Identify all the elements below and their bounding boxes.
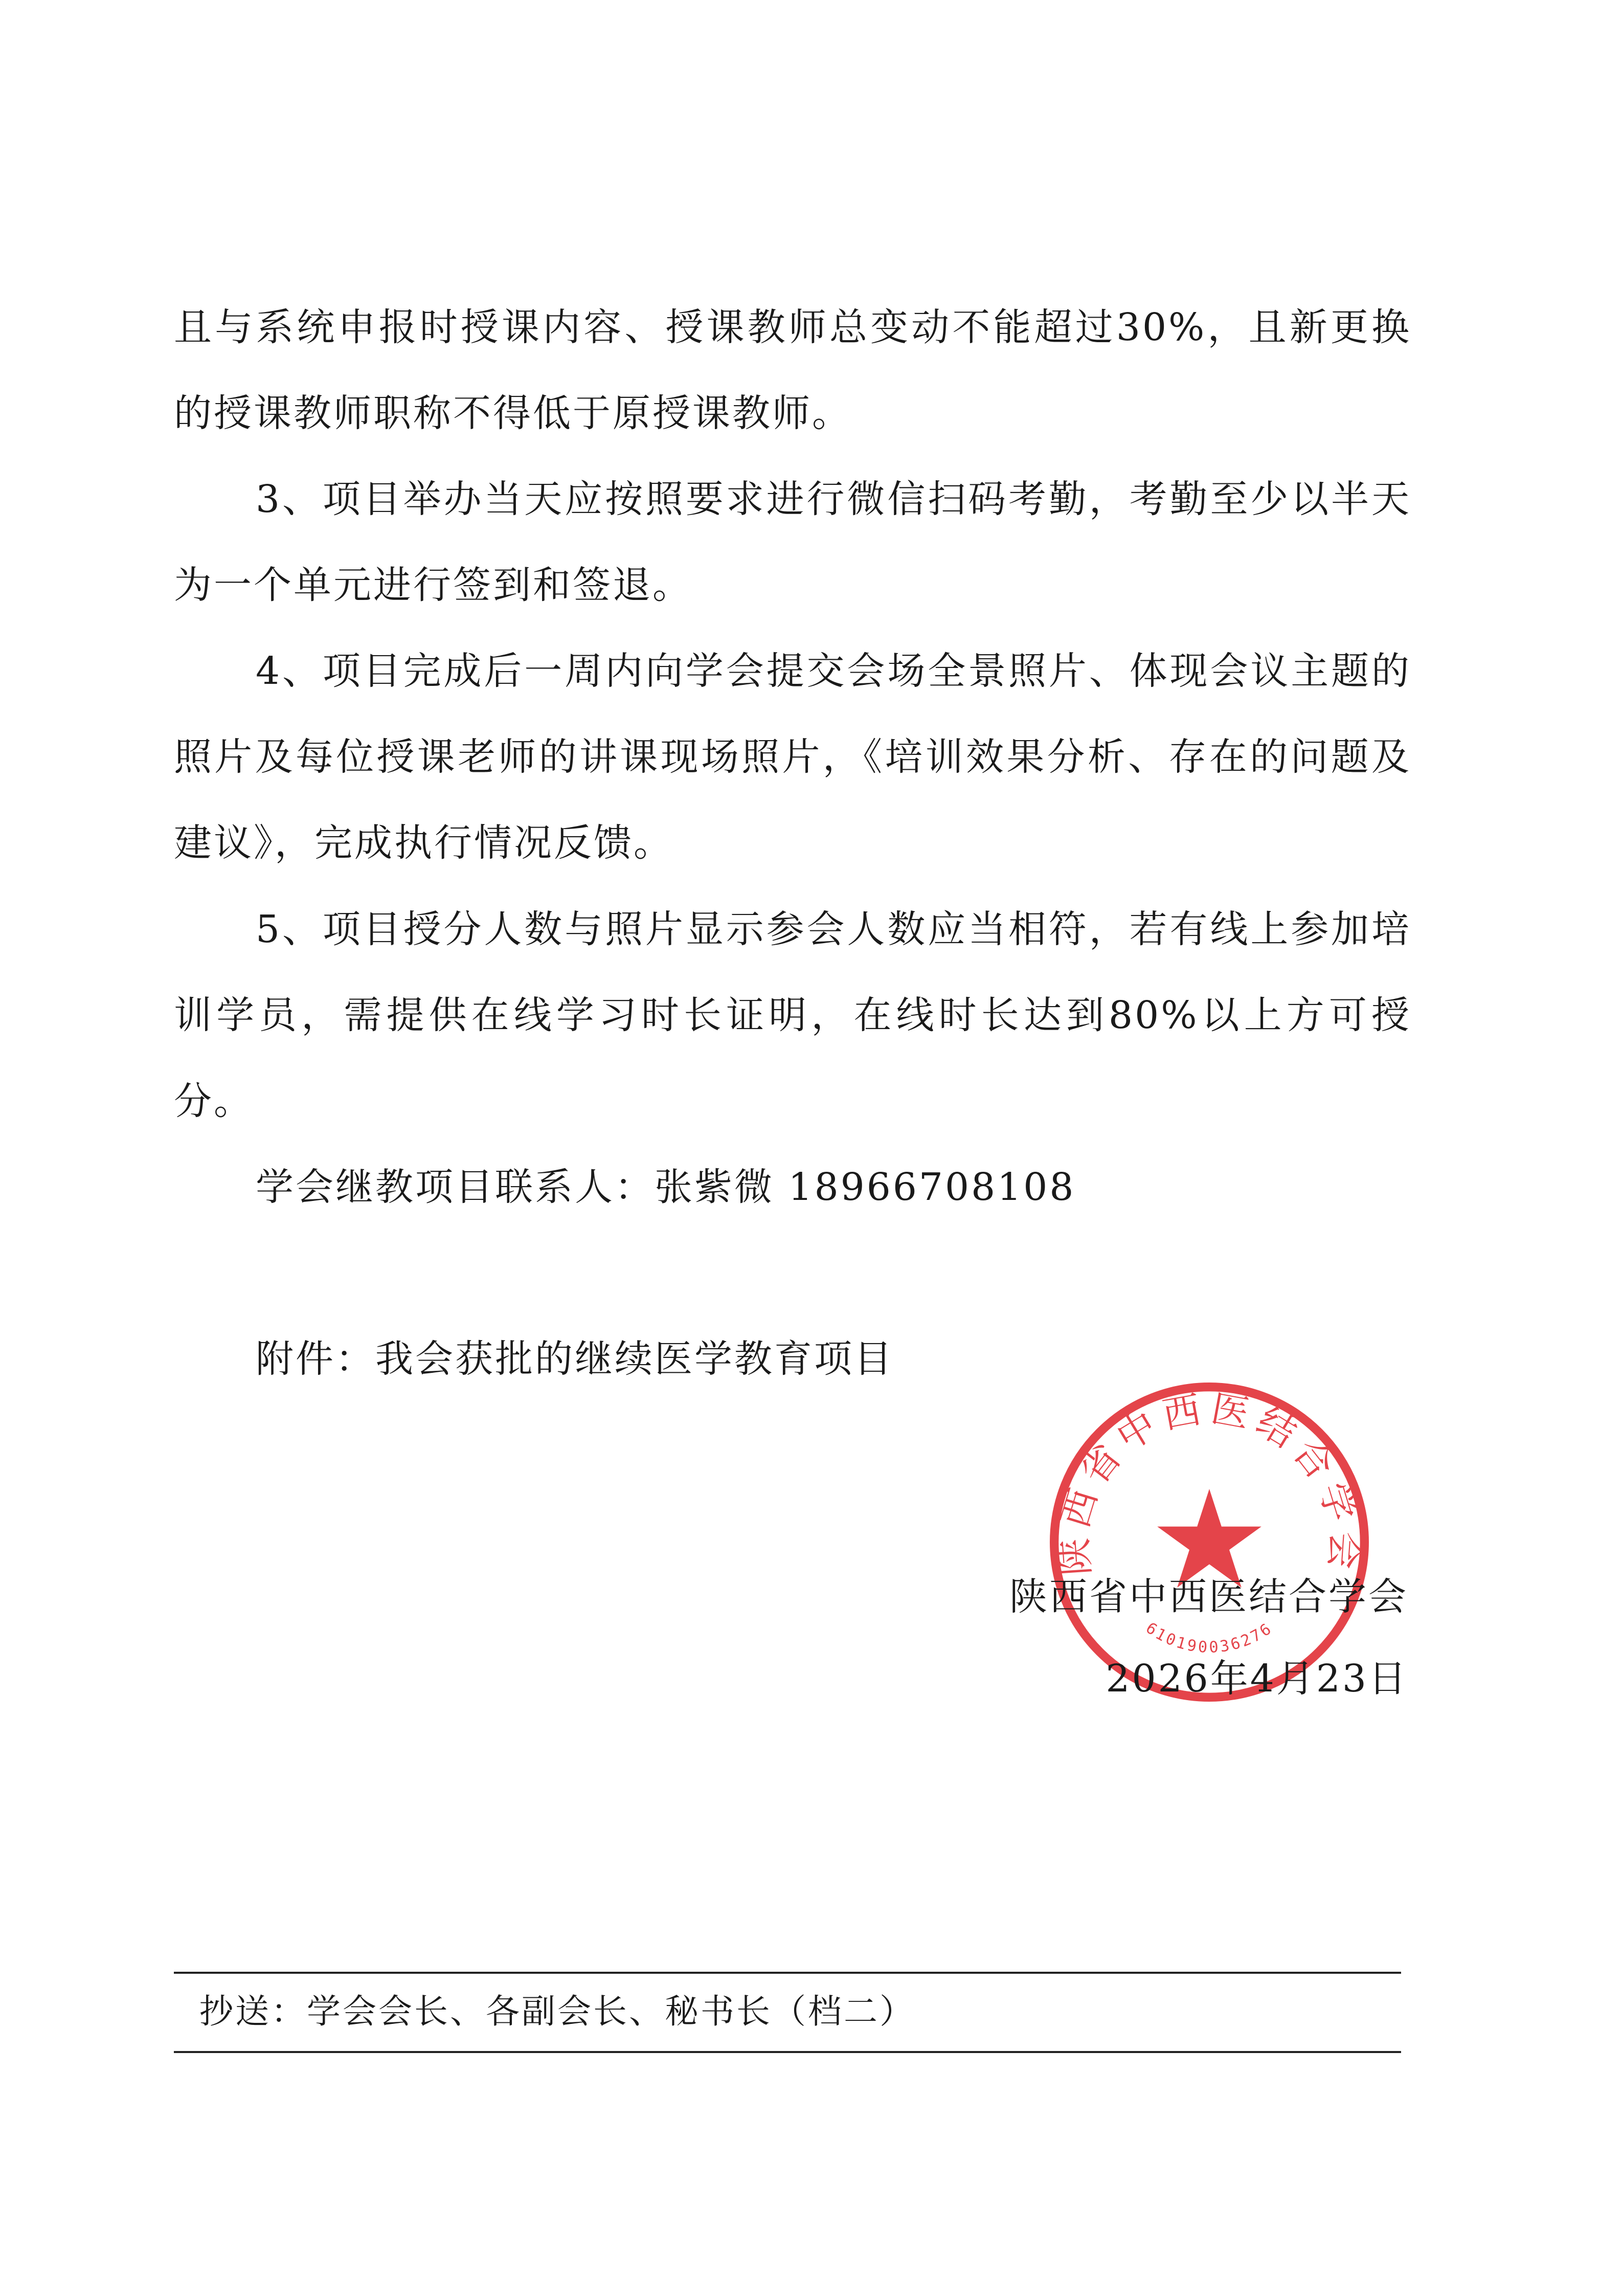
seal-arc-text: 陕西省中西医结合学会 [1052, 1387, 1367, 1577]
paragraph-item-3: 3、项目举办当天应按照要求进行微信扫码考勤，考勤至少以半天为一个单元进行签到和签退。 [174, 477, 1411, 607]
footer-divider-top [174, 1972, 1401, 1974]
signature-organization: 陕西省中西医结合学会 [1009, 1575, 1408, 1619]
contact-line: 学会继教项目联系人：张紫微 18966708108 [256, 1165, 1076, 1209]
cc-line: 抄送：学会会长、各副会长、秘书长（档二） [199, 1992, 915, 2031]
paragraph-item-5: 5、项目授分人数与照片显示参会人数应当相符，若有线上参加培训学员，需提供在线学习时长证明，在线时长达到80%以上方可授分。 [174, 907, 1411, 1123]
paragraph-continuation: 且与系统申报时授课内容、授课教师总变动不能超过30%，且新更换的授课教师职称不得低于原授课教师。 [174, 305, 1411, 435]
attachment-line: 附件：我会获批的继续医学教育项目 [256, 1337, 894, 1381]
seal-code-text: 610190036276 [1142, 1619, 1276, 1657]
signature-date: 2026年4月23日 [1106, 1657, 1408, 1701]
footer-divider-bottom [174, 2051, 1401, 2053]
paragraph-item-4: 4、项目完成后一周内向学会提交会场全景照片、体现会议主题的照片及每位授课老师的讲课现场照片，《培训效果分析、存在的问题及建议》，完成执行情况反馈。 [174, 649, 1411, 865]
